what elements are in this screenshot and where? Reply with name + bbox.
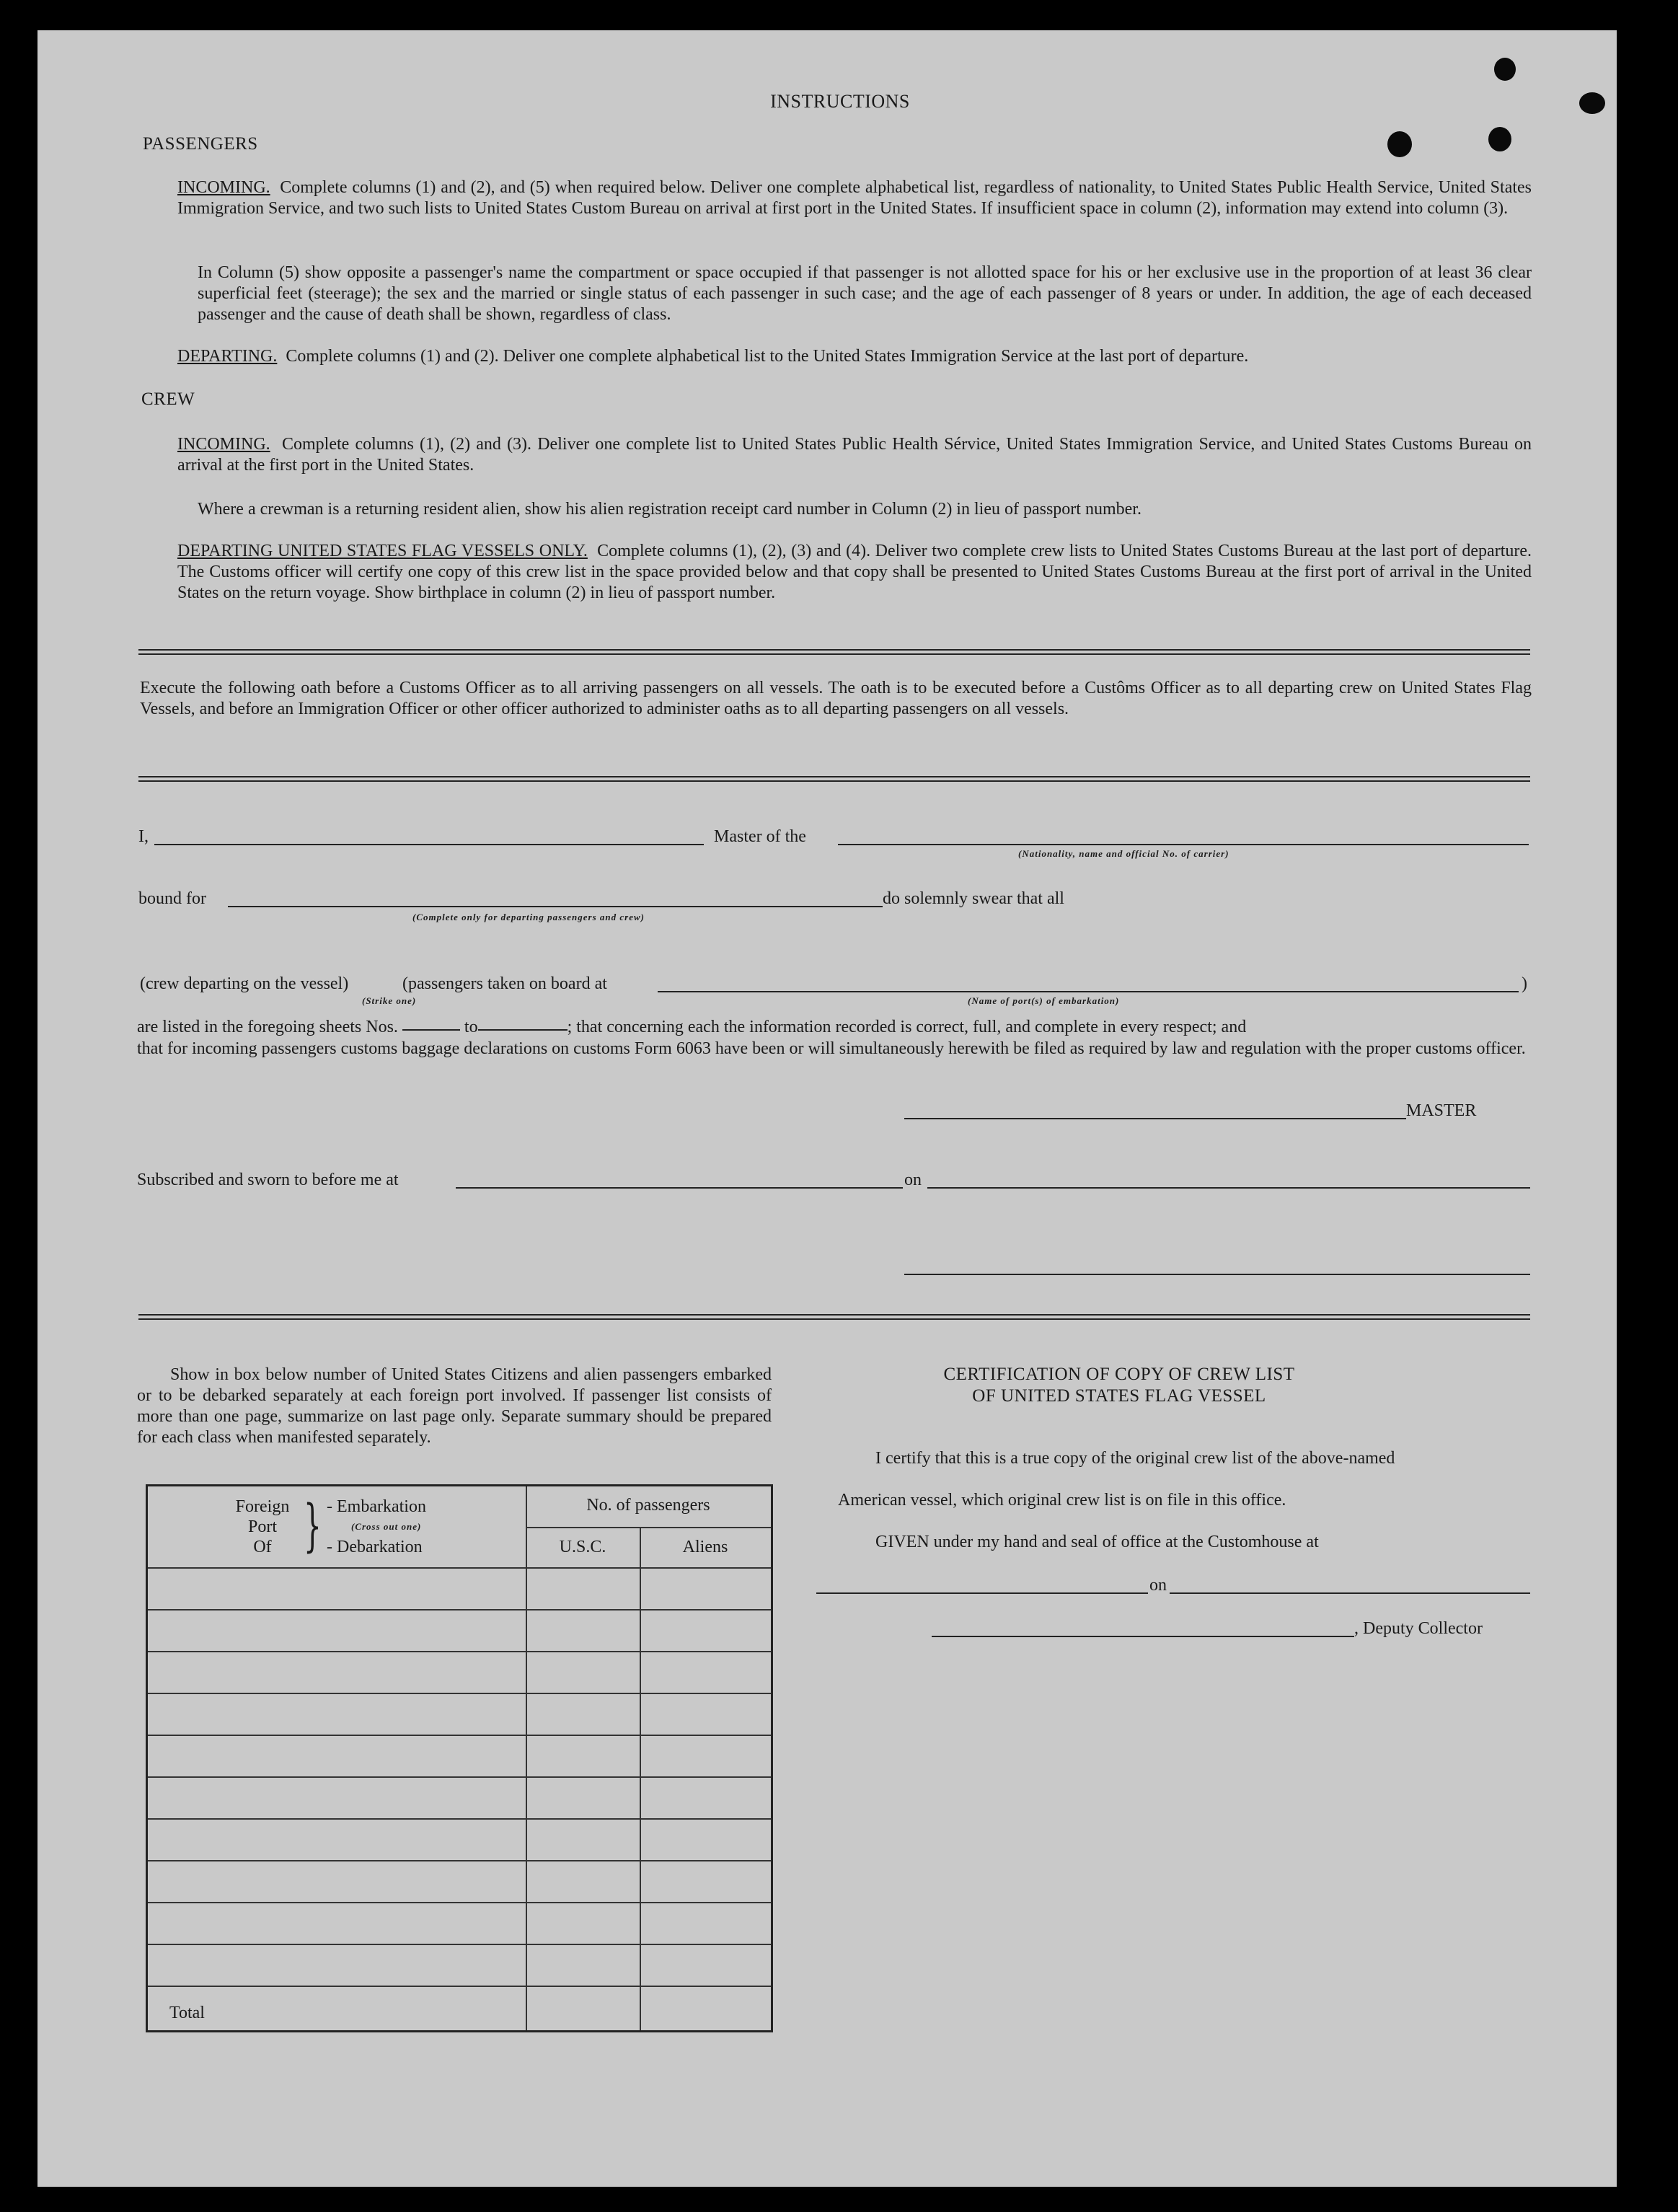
no-of-passengers-header: No. of passengers [586,1496,710,1515]
sworn-on-label: on [904,1171,922,1189]
table-subheader-rule [526,1527,771,1528]
aliens-header: Aliens [682,1538,728,1556]
passengers-incoming-paragraph [177,177,1532,219]
passengers-column5-paragraph: In Column (5) show opposite a passenger's name the compartment or space occupied if that passenger is not allotted space for his or her exclusive use in the proportion of at least 36 clear superficial feet (steerage); the sex and the married or single status of each passenger in such case; and the age of each passenger of 8 years or under. In addition, the age of each deceased passenger and the cause of death shall be shown, regardless of class. [198,263,1532,324]
master-name-line[interactable] [154,844,704,845]
passengers-incoming-label: INCOMING. [177,178,270,197]
passengers-taken-option: (passengers taken on board at [402,974,607,993]
crew-incoming-text: Complete columns (1), (2) and (3). Deliver one complete list to United States Public Health Sérvice, United States Immigration Service, and United States Customs Bureau on arrival at the first port in the United States. [177,435,1532,475]
deputy-collector-label: , Deputy Collector [1354,1619,1483,1638]
deputy-signature-line[interactable] [932,1636,1354,1637]
form-page [37,30,1617,2187]
certification-title-2: OF UNITED STATES FLAG VESSEL [972,1386,1266,1406]
oath-i-label: I, [138,827,149,846]
port-embarkation-line[interactable] [658,991,1519,992]
sheet-from-line[interactable] [402,1029,460,1031]
carrier-line[interactable] [838,844,1529,845]
section-divider-3 [138,1314,1530,1320]
sworn-place-line[interactable] [456,1187,903,1189]
bound-note: (Complete only for departing passengers and crew) [412,912,645,922]
certification-title-1: CERTIFICATION OF COPY OF CREW LIST [943,1365,1295,1384]
page-title: INSTRUCTIONS [770,91,910,112]
table-row-rule [148,1651,771,1652]
table-row-rule [148,1860,771,1861]
master-of-the-label: Master of the [714,827,806,846]
table-row-rule [148,1986,771,1987]
crew-departing-text: Complete columns (1), (2), (3) and (4). Deliver two complete crew lists to United States Customs Bureau at the last port of departure. The Customs officer will certify one copy of this crew list in the space provided below and that copy shall be presented to United States Customs Bureau at the first port of arrival in the United States on the return voyage. Show birthplace in column (2) in lieu of passport number. [177,542,1532,602]
cross-note: (Cross out one) [351,1521,422,1532]
table-row-rule [148,1776,771,1778]
master-signature-line[interactable] [904,1118,1406,1119]
port-label: Port [247,1517,277,1536]
table-row-rule [148,1735,771,1736]
port-note: (Name of port(s) of embarkation) [968,995,1120,1006]
bound-for-line[interactable] [228,906,883,907]
officer-signature-line[interactable] [904,1274,1530,1275]
listed-suffix: ; that concerning each the information recorded is correct, full, and complete in every respect; and [567,1018,1247,1036]
total-label: Total [169,2004,205,2022]
close-paren: ) [1522,974,1527,993]
strike-note: (Strike one) [362,995,417,1006]
passengers-departing-paragraph [177,346,1532,367]
crew-resident-paragraph: Where a crewman is a returning resident alien, show his alien registration receipt card number in Column (2) in lieu of passport number. [198,500,1142,519]
swear-label: do solemnly swear that all [883,889,1064,908]
foreign-label: Foreign [235,1497,290,1516]
table-row-rule [148,1944,771,1945]
nationality-note: (Nationality, name and official No. of carrier) [1018,848,1229,859]
passengers-incoming-text: Complete columns (1) and (2), and (5) when required below. Deliver one complete alphabetical list, regardless of nationality, to United States Public Health Service, United States Immigration Service, and two such lists to United States Custom Bureau on arrival at first port in the United States. If insufficient space in column (2), information may extend into column (3). [177,178,1532,218]
section-divider-1 [138,649,1530,655]
crew-departing-paragraph [177,541,1532,604]
cert-date-line[interactable] [1170,1592,1530,1594]
master-label: MASTER [1406,1101,1477,1120]
crew-departing-label: DEPARTING UNITED STATES FLAG VESSELS ONLY. [177,542,588,560]
section-divider-2 [138,776,1530,782]
table-header-rule [148,1567,771,1569]
crew-heading: CREW [141,389,195,409]
bound-for-label: bound for [138,889,206,908]
certify-line-1: I certify that this is a true copy of the original crew list of the above-named [875,1449,1395,1468]
crew-incoming-label: INCOMING. [177,435,270,454]
certify-line-2: American vessel, which original crew list is on file in this office. [838,1491,1286,1510]
passengers-departing-text: Complete columns (1) and (2). Deliver one complete alphabetical list to the United States Immigration Service at the last port of departure. [286,347,1249,366]
passengers-heading: PASSENGERS [143,134,258,154]
usc-header: U.S.C. [559,1538,606,1556]
listed-rest: that for incoming passengers customs baggage declarations on customs Form 6063 have been or will simultaneously herewith be filed as required by law and regulation with the proper customs officer. [137,1039,1526,1058]
table-row-rule [148,1693,771,1694]
customhouse-line[interactable] [816,1592,1148,1594]
passenger-summary-table [146,1484,773,2032]
crew-departing-option: (crew departing on the vessel) [140,974,349,993]
crew-incoming-paragraph [177,434,1532,476]
passengers-departing-label: DEPARTING. [177,347,278,366]
of-label: Of [253,1538,272,1556]
oath-intro: Execute the following oath before a Customs Officer as to all arriving passengers on all vessels. The oath is to be executed before a Custôms Officer as to all departing crew on United States Flag Vessels, and before an Immigration Officer or other officer authorized to administer oaths as to all departing passengers on all vessels. [140,679,1532,718]
table-row-rule [148,1609,771,1610]
debarkation-label: - Debarkation [327,1538,423,1556]
embarkation-label: - Embarkation [327,1497,426,1516]
subscribed-label: Subscribed and sworn to before me at [137,1171,399,1189]
punch-hole-3 [1494,58,1516,81]
table-col-divider-2 [640,1527,641,2030]
punch-hole-2 [1488,127,1511,151]
listed-prefix: are listed in the foregoing sheets Nos. [137,1018,398,1036]
given-line: GIVEN under my hand and seal of office at the Customhouse at [875,1533,1319,1551]
listed-line [137,1017,1246,1038]
table-row-rule [148,1818,771,1820]
punch-hole-1 [1387,131,1412,157]
sheet-to-line[interactable] [478,1029,568,1031]
brace-icon: } [304,1494,322,1559]
summary-instructions: Show in box below number of United States Citizens and alien passengers embarked or to be debarked separately at each foreign port involved. If passenger list consists of more than one page, summarize on last page only. Separate summary should be prepared for each class when manifested separately. [137,1365,772,1447]
table-row-rule [148,1902,771,1903]
listed-to: to [464,1018,478,1036]
sworn-date-line[interactable] [927,1187,1530,1189]
cert-on-label: on [1149,1576,1167,1595]
